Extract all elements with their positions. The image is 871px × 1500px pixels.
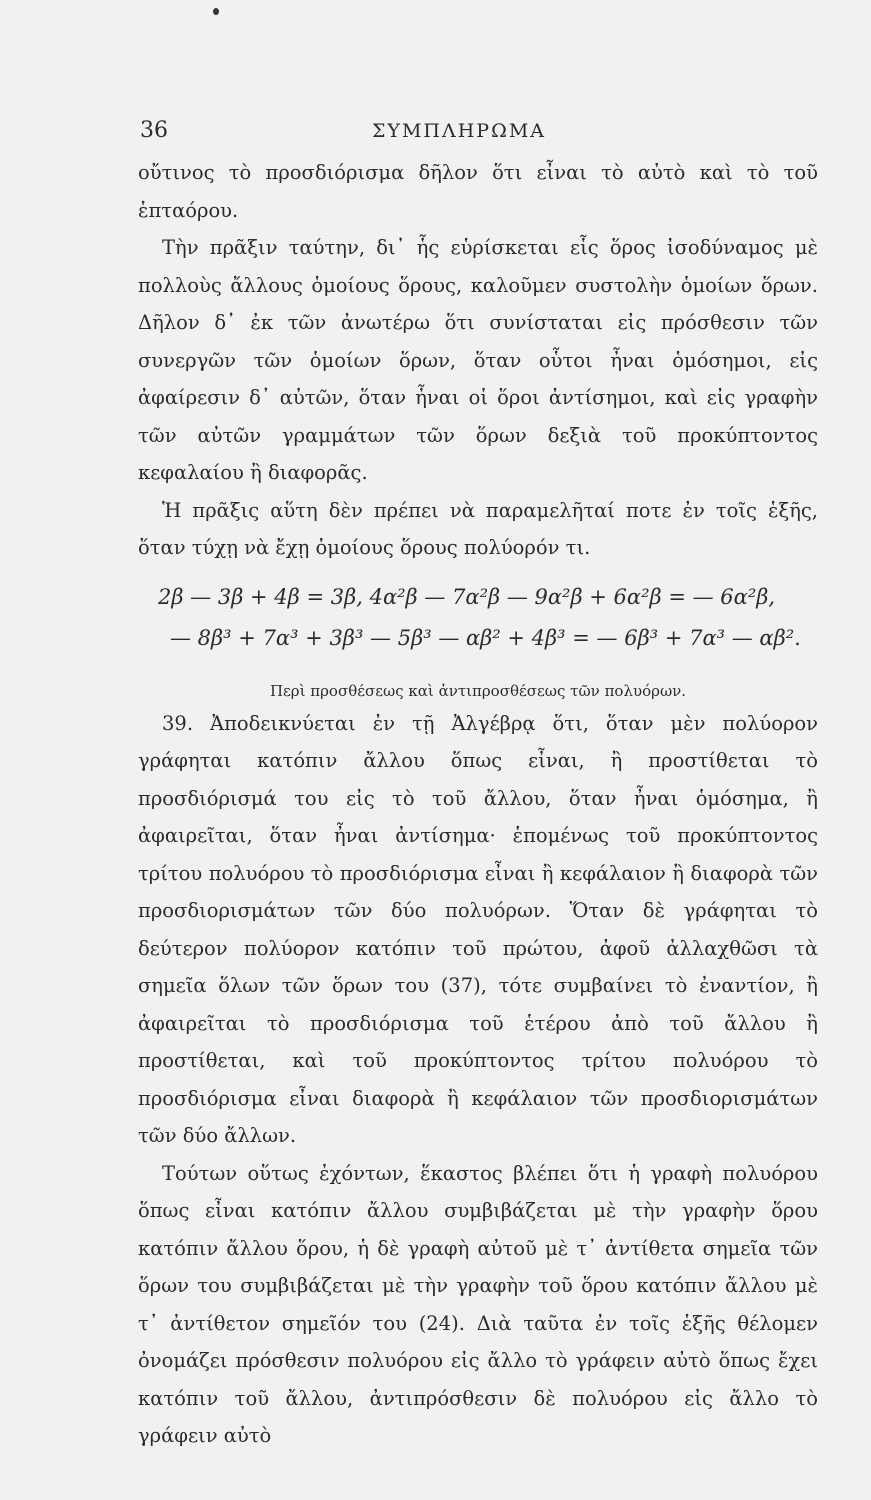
paragraph-note: Ἡ πρᾶξις αὕτη δὲν πρέπει νὰ παραμελῆταί ποτε ἐν τοῖς ἑξῆς, ὅταν τύχῃ νὰ ἔχῃ ὁμοίους ὅρους πολύορόν τι. [138,498,818,559]
page-number: 36 [140,118,168,143]
paragraph-39: 39. Ἀποδεικνύεται ἐν τῇ Ἀλγέβρᾳ ὅτι, ὅταν μὲν πολύορον γράφηται κατόπιν ἄλλου ὅπως εἶναι, ἢ προστίθεται τὸ προσδιόρισμά του εἰς τὸ τοῦ ἄλλου, ὅταν ἦναι ὁμόσημα, ἢ ἀφαιρεῖται, ὅταν ἦναι ἀντίσημα· ἑπομένως τοῦ προκύπτοντος τρίτου πολυόρου τὸ προσδιόρισμα εἶναι ἢ κεφάλαιον ἢ διαφορὰ τῶν προσδιορισμάτων τῶν δύο πολυόρων. Ὅταν δὲ γράφηται τὸ δεύτερον πολύορον κατόπιν τοῦ πρώτου, ἀφοῦ ἀλλαχθῶσι τὰ σημεῖα ὅλων τῶν ὅρων του (37), τότε συμβαίνει τὸ ἐναντίον, ἢ ἀφαιρεῖται τὸ προσδιόρισμα τοῦ ἑτέρου ἀπὸ τοῦ ἄλλου ἢ προστίθεται, καὶ τοῦ προκύπτοντος τρίτου πολυόρου τὸ προσδιόρισμα εἶναι διαφορὰ ἢ κεφάλαιον τῶν προσδιορισμάτων τῶν δύο ἄλλων. [138,711,818,1147]
equation-line-1: 2β — 3β + 4β = 3β, 4α²β — 7α²β — 9α²β + 6α²β = — 6α²β, [158,584,776,609]
running-head: ΣΥΜΠΛΗΡΩΜΑ [372,120,547,142]
paragraph-continuation: οὔτινος τὸ προσδιόρισμα δῆλον ὅτι εἶναι τὸ αὐτὸ καὶ τὸ τοῦ ἑπταόρου. [138,161,818,222]
page-header [140,118,820,152]
ink-speck [213,8,219,15]
equation-line-2: — 8β³ + 7α³ + 3β³ — 5β³ — αβ² + 4β³ = — 6β³ + 7α³ — αβ². [170,625,801,650]
page-body [138,154,818,1455]
paragraph-addition-definition: Τούτων οὕτως ἐχόντων, ἕκαστος βλέπει ὅτι ἡ γραφὴ πολυόρου ὅπως εἶναι κατόπιν ἄλλου συμβιβάζεται μὲ τὴν γραφὴν ὅρου κατόπιν ἄλλου ὅρου, ἡ δὲ γραφὴ αὐτοῦ μὲ τ᾽ ἀντίθετα σημεῖα τῶν ὅρων του συμβιβάζεται μὲ τὴν γραφὴν τοῦ ὅρου κατόπιν ἄλλου μὲ τ᾽ ἀντίθετον σημεῖόν του (24). Διὰ ταῦτα ἐν τοῖς ἑξῆς θέλομεν ὀνομάζει πρόσθεσιν πολυόρου εἰς ἄλλο τὸ γράφειν αὐτὸ ὅπως ἔχει κατόπιν τοῦ ἄλλου, ἀντιπρόσθεσιν δὲ πολυόρου εἰς ἄλλο τὸ γράφειν αὐτὸ [138,1161,818,1447]
section-subheading: Περὶ προσθέσεως καὶ ἀντιπροσθέσεως τῶν πολυόρων. [269,681,687,700]
paragraph-contraction: Τὴν πρᾶξιν ταύτην, δι᾽ ἧς εὑρίσκεται εἷς ὅρος ἰσοδύναμος μὲ πολλοὺς ἄλλους ὁμοίους ὅρους, καλοῦμεν συστολὴν ὁμοίων ὅρων. Δῆλον δ᾽ ἐκ τῶν ἀνωτέρω ὅτι συνίσταται εἰς πρόσθεσιν τῶν συνεργῶν τῶν ὁμοίων ὅρων, ὅταν οὗτοι ἦναι ὁμόσημοι, εἰς ἀφαίρεσιν δ᾽ αὐτῶν, ὅταν ἦναι οἱ ὅροι ἀντίσημοι, καὶ εἰς γραφὴν τῶν αὐτῶν γραμμάτων τῶν ὅρων δεξιὰ τοῦ προκύπτοντος κεφαλαίου ἢ διαφορᾶς. [138,236,818,484]
